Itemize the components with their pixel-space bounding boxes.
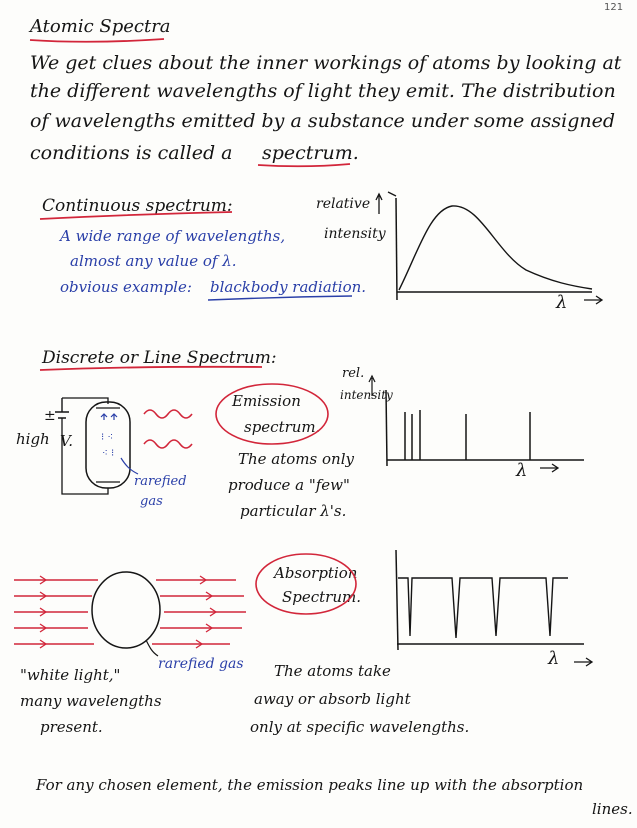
discrete-heading-underline (40, 367, 262, 370)
absorption-xlabel: λ (548, 648, 560, 669)
continuous-xlabel: λ (556, 292, 568, 313)
emission-bubble (216, 384, 328, 444)
continuous-ylabel-1: relative (316, 196, 371, 212)
absorb-note-1: The atoms take (274, 662, 391, 680)
continuous-desc-1: A wide range of wavelengths, (60, 227, 286, 245)
blackbody-curve (399, 206, 592, 290)
rarefied-gas-label: rarefied gas (158, 656, 244, 672)
intro-term-spectrum: spectrum. (262, 142, 359, 164)
continuous-desc-2: almost any value of λ. (70, 252, 237, 270)
continuous-desc-3: obvious example: (60, 278, 192, 296)
absorption-bubble-1: Absorption (274, 564, 358, 582)
footer-line-2: lines. (592, 800, 633, 818)
voltage-v: V. (60, 432, 73, 450)
title-underline (30, 39, 164, 42)
white-light-1: "white light," (20, 666, 121, 684)
continuous-ylabel-2: intensity (324, 226, 386, 242)
emission-note-3: particular λ's. (240, 502, 347, 520)
absorb-note-3: only at specific wavelengths. (250, 718, 470, 736)
discrete-xlabel: λ (516, 460, 528, 481)
absorption-bubble (256, 554, 356, 614)
white-light-rays (14, 572, 246, 656)
white-light-3: present. (40, 718, 103, 736)
absorb-note-2: away or absorb light (254, 690, 411, 708)
page-number: 121 (604, 2, 624, 13)
gas-label-2: gas (140, 494, 163, 509)
gas-cloud-icon (92, 572, 160, 648)
continuous-spectrum-chart (376, 192, 602, 304)
continuous-x-arrow-icon (584, 296, 602, 304)
emission-note-1: The atoms only (238, 450, 354, 468)
emitted-wave-icon (144, 410, 192, 418)
absorption-x-arrow-icon (574, 658, 592, 666)
intro-line-4: conditions is called a (30, 142, 233, 164)
page-title: Atomic Spectra (30, 16, 171, 37)
absorption-bubble-2: Spectrum. (282, 588, 362, 606)
blackbody-underline (208, 296, 352, 300)
gas-label-1: rarefied (134, 474, 187, 489)
emission-x-arrow-icon (540, 464, 558, 472)
white-light-2: many wavelengths (20, 692, 162, 710)
intro-line-2: the different wavelengths of light they emit. The distribution (30, 80, 616, 102)
emission-bubble-2: spectrum. (244, 418, 321, 436)
intro-line-1: We get clues about the inner workings of atoms by looking at (30, 52, 622, 74)
absorption-y-axis (396, 550, 398, 650)
continuous-example: blackbody radiation. (210, 278, 367, 296)
discharge-tube-diagram (55, 398, 192, 494)
emission-bubble-1: Emission (232, 392, 301, 410)
continuous-heading: Continuous spectrum: (42, 196, 233, 216)
footer-line-1: For any chosen element, the emission peaks line up with the absorption (36, 776, 584, 794)
emission-note-2: produce a "few" (228, 476, 350, 494)
spectrum-underline (258, 164, 350, 166)
emission-y-axis (386, 390, 387, 466)
intro-line-3: of wavelengths emitted by a substance under some assigned (30, 110, 616, 132)
svg-text:⁖ ⁝: ⁖ ⁝ (102, 448, 115, 459)
tube-icon (86, 402, 130, 488)
emission-spectrum-chart (369, 376, 584, 472)
battery-icon (55, 398, 69, 418)
voltage-sign: ± (44, 408, 56, 424)
discrete-ylabel-1: rel. (342, 366, 365, 381)
discrete-ylabel-2: intensity (340, 388, 393, 402)
continuous-heading-underline (40, 212, 232, 219)
svg-text:⁝ ⁖: ⁝ ⁖ (101, 432, 114, 443)
emitted-wave-icon (144, 440, 192, 448)
voltage-high: high (16, 430, 50, 448)
absorption-curve (398, 578, 568, 638)
discrete-heading: Discrete or Line Spectrum: (42, 348, 277, 368)
absorption-spectrum-chart (396, 550, 592, 666)
continuous-y-axis (396, 198, 397, 300)
